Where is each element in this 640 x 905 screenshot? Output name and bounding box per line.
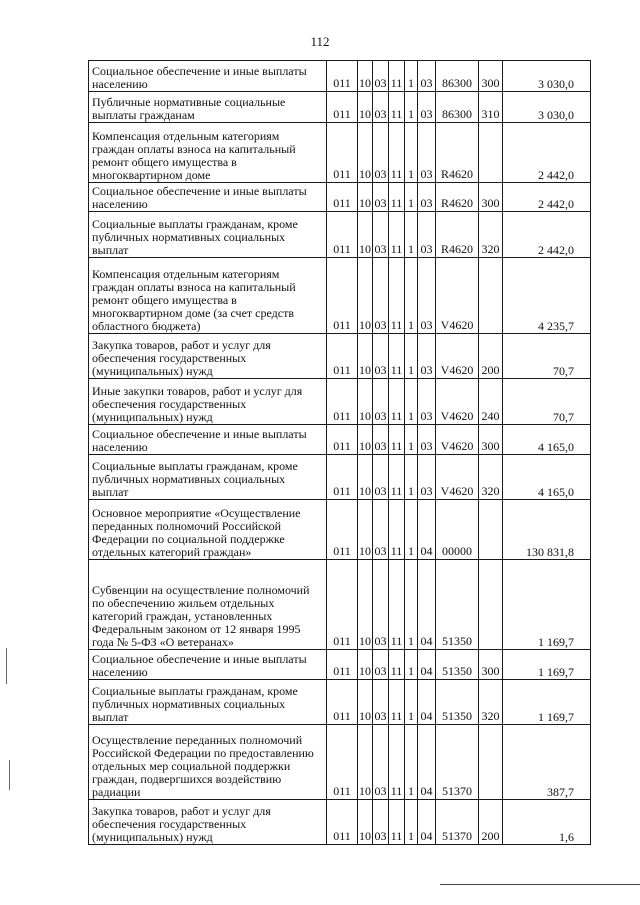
subsection-code: 03: [373, 379, 389, 425]
table-row: [89, 379, 591, 425]
section-code: 10: [358, 500, 373, 560]
program-code: 11: [389, 455, 405, 500]
subprogram-code: 1: [405, 725, 418, 800]
expense-type-code: [479, 123, 503, 183]
subsection-code: 03: [373, 425, 389, 455]
ministry-code: 011: [327, 500, 358, 560]
table-row: [89, 560, 591, 650]
subprogram-code: 1: [405, 334, 418, 379]
table-row: [89, 455, 591, 500]
row-name: Иные закупки товаров, работ и услуг для обеспечения государственных (муниципальных) нужд: [89, 379, 327, 425]
expense-type-code: [479, 500, 503, 560]
subsection-code: 03: [373, 455, 389, 500]
subprogram-code: 1: [405, 425, 418, 455]
event-code: 04: [418, 650, 436, 680]
program-code: 11: [389, 258, 405, 334]
row-amount: 1,6: [503, 800, 591, 845]
program-code: 11: [389, 725, 405, 800]
direction-code: 51350: [436, 680, 479, 725]
event-code: 04: [418, 800, 436, 845]
row-name: Субвенции на осуществление полномочий по обеспечению жильем отдельных категорий граждан, установленных Федеральным законом от 12 января 1995 года № 5-ФЗ «О ветеранах»: [89, 560, 327, 650]
expense-type-code: 300: [479, 425, 503, 455]
expense-type-code: 300: [479, 61, 503, 92]
ministry-code: 011: [327, 183, 358, 212]
expense-type-code: 320: [479, 680, 503, 725]
program-code: 11: [389, 425, 405, 455]
subsection-code: 03: [373, 61, 389, 92]
ministry-code: 011: [327, 680, 358, 725]
row-amount: 1 169,7: [503, 680, 591, 725]
event-code: 03: [418, 183, 436, 212]
section-code: 10: [358, 123, 373, 183]
page-number: 112: [310, 34, 330, 49]
direction-code: 51370: [436, 800, 479, 845]
table-row: [89, 334, 591, 379]
ministry-code: 011: [327, 650, 358, 680]
program-code: 11: [389, 560, 405, 650]
row-amount: 70,7: [503, 379, 591, 425]
ministry-code: 011: [327, 725, 358, 800]
section-code: 10: [358, 258, 373, 334]
subprogram-code: 1: [405, 212, 418, 258]
event-code: 03: [418, 425, 436, 455]
event-code: 04: [418, 560, 436, 650]
section-code: 10: [358, 725, 373, 800]
table-row: [89, 800, 591, 845]
row-name: Социальное обеспечение и иные выплаты населению: [89, 183, 327, 212]
ministry-code: 011: [327, 258, 358, 334]
direction-code: R4620: [436, 183, 479, 212]
subprogram-code: 1: [405, 680, 418, 725]
ministry-code: 011: [327, 123, 358, 183]
section-code: 10: [358, 212, 373, 258]
program-code: 11: [389, 800, 405, 845]
expense-type-code: 300: [479, 183, 503, 212]
direction-code: 51370: [436, 725, 479, 800]
row-amount: 2 442,0: [503, 123, 591, 183]
subprogram-code: 1: [405, 123, 418, 183]
section-code: 10: [358, 455, 373, 500]
table-row: [89, 212, 591, 258]
subsection-code: 03: [373, 92, 389, 123]
program-code: 11: [389, 92, 405, 123]
row-amount: 4 165,0: [503, 455, 591, 500]
row-name: Социальное обеспечение и иные выплаты населению: [89, 425, 327, 455]
section-code: 10: [358, 334, 373, 379]
direction-code: 86300: [436, 92, 479, 123]
event-code: 03: [418, 61, 436, 92]
section-code: 10: [358, 650, 373, 680]
direction-code: V4620: [436, 258, 479, 334]
row-name: Закупка товаров, работ и услуг для обеспечения государственных (муниципальных) нужд: [89, 800, 327, 845]
direction-code: V4620: [436, 334, 479, 379]
ministry-code: 011: [327, 212, 358, 258]
event-code: 03: [418, 334, 436, 379]
expense-type-code: 200: [479, 334, 503, 379]
subsection-code: 03: [373, 725, 389, 800]
event-code: 03: [418, 92, 436, 123]
bottom-rule: [440, 884, 640, 885]
direction-code: 86300: [436, 61, 479, 92]
row-amount: 3 030,0: [503, 92, 591, 123]
subsection-code: 03: [373, 650, 389, 680]
event-code: 03: [418, 379, 436, 425]
scan-edge-mark: [6, 648, 7, 684]
direction-code: 51350: [436, 650, 479, 680]
subprogram-code: 1: [405, 92, 418, 123]
section-code: 10: [358, 183, 373, 212]
expense-type-code: 200: [479, 800, 503, 845]
row-amount: 4 235,7: [503, 258, 591, 334]
row-amount: 2 442,0: [503, 212, 591, 258]
row-name: Основное мероприятие «Осуществление переданных полномочий Российской Федерации по социальной поддержке отдельных категорий граждан»: [89, 500, 327, 560]
row-name: Компенсация отдельным категориям граждан оплаты взноса на капитальный ремонт общего имущества в многоквартирном доме: [89, 123, 327, 183]
row-name: Осуществление переданных полномочий Российской Федерации по предоставлению отдельных мер социальной поддержки граждан, подвергшихся воздействию радиации: [89, 725, 327, 800]
table-row: [89, 680, 591, 725]
table-row: [89, 425, 591, 455]
row-amount: 1 169,7: [503, 650, 591, 680]
expense-type-code: [479, 725, 503, 800]
table-row: [89, 500, 591, 560]
subprogram-code: 1: [405, 500, 418, 560]
event-code: 03: [418, 212, 436, 258]
direction-code: V4620: [436, 455, 479, 500]
row-name: Закупка товаров, работ и услуг для обеспечения государственных (муниципальных) нужд: [89, 334, 327, 379]
ministry-code: 011: [327, 379, 358, 425]
program-code: 11: [389, 650, 405, 680]
expense-type-code: 300: [479, 650, 503, 680]
direction-code: 51350: [436, 560, 479, 650]
subsection-code: 03: [373, 800, 389, 845]
section-code: 10: [358, 560, 373, 650]
section-code: 10: [358, 379, 373, 425]
subprogram-code: 1: [405, 61, 418, 92]
subprogram-code: 1: [405, 650, 418, 680]
subsection-code: 03: [373, 212, 389, 258]
table-row: [89, 725, 591, 800]
subprogram-code: 1: [405, 560, 418, 650]
row-name: Социальные выплаты гражданам, кроме публичных нормативных социальных выплат: [89, 455, 327, 500]
subprogram-code: 1: [405, 800, 418, 845]
direction-code: V4620: [436, 425, 479, 455]
subsection-code: 03: [373, 680, 389, 725]
event-code: 04: [418, 680, 436, 725]
subprogram-code: 1: [405, 183, 418, 212]
direction-code: R4620: [436, 123, 479, 183]
direction-code: V4620: [436, 379, 479, 425]
expense-type-code: 320: [479, 455, 503, 500]
expense-type-code: 240: [479, 379, 503, 425]
subprogram-code: 1: [405, 258, 418, 334]
event-code: 04: [418, 725, 436, 800]
row-name: Социальные выплаты гражданам, кроме публичных нормативных социальных выплат: [89, 212, 327, 258]
program-code: 11: [389, 212, 405, 258]
ministry-code: 011: [327, 334, 358, 379]
ministry-code: 011: [327, 800, 358, 845]
row-amount: 1 169,7: [503, 560, 591, 650]
program-code: 11: [389, 334, 405, 379]
table-row: [89, 183, 591, 212]
budget-table: [88, 60, 591, 845]
expense-type-code: 310: [479, 92, 503, 123]
row-amount: 387,7: [503, 725, 591, 800]
expense-type-code: 320: [479, 212, 503, 258]
scan-edge-mark: [9, 760, 10, 790]
section-code: 10: [358, 61, 373, 92]
section-code: 10: [358, 800, 373, 845]
program-code: 11: [389, 123, 405, 183]
subsection-code: 03: [373, 500, 389, 560]
ministry-code: 011: [327, 560, 358, 650]
direction-code: R4620: [436, 212, 479, 258]
event-code: 04: [418, 500, 436, 560]
row-amount: 70,7: [503, 334, 591, 379]
row-amount: 2 442,0: [503, 183, 591, 212]
section-code: 10: [358, 425, 373, 455]
ministry-code: 011: [327, 425, 358, 455]
row-amount: 130 831,8: [503, 500, 591, 560]
program-code: 11: [389, 680, 405, 725]
subsection-code: 03: [373, 258, 389, 334]
program-code: 11: [389, 61, 405, 92]
row-name: Компенсация отдельным категориям граждан оплаты взноса на капитальный ремонт общего имущества в многоквартирном доме (за счет средств областного бюджета): [89, 258, 327, 334]
row-name: Социальные выплаты гражданам, кроме публичных нормативных социальных выплат: [89, 680, 327, 725]
row-amount: 3 030,0: [503, 61, 591, 92]
table-row: [89, 650, 591, 680]
subsection-code: 03: [373, 560, 389, 650]
subsection-code: 03: [373, 183, 389, 212]
table-row: [89, 61, 591, 92]
section-code: 10: [358, 680, 373, 725]
event-code: 03: [418, 123, 436, 183]
ministry-code: 011: [327, 92, 358, 123]
row-name: Публичные нормативные социальные выплаты гражданам: [89, 92, 327, 123]
row-name: Социальное обеспечение и иные выплаты населению: [89, 650, 327, 680]
program-code: 11: [389, 500, 405, 560]
program-code: 11: [389, 379, 405, 425]
expense-type-code: [479, 560, 503, 650]
expense-type-code: [479, 258, 503, 334]
ministry-code: 011: [327, 61, 358, 92]
ministry-code: 011: [327, 455, 358, 500]
subsection-code: 03: [373, 123, 389, 183]
row-name: Социальное обеспечение и иные выплаты населению: [89, 61, 327, 92]
table-row: [89, 258, 591, 334]
event-code: 03: [418, 258, 436, 334]
table-body: [89, 61, 591, 845]
program-code: 11: [389, 183, 405, 212]
subprogram-code: 1: [405, 455, 418, 500]
table-row: [89, 123, 591, 183]
row-amount: 4 165,0: [503, 425, 591, 455]
table-row: [89, 92, 591, 123]
event-code: 03: [418, 455, 436, 500]
direction-code: 00000: [436, 500, 479, 560]
section-code: 10: [358, 92, 373, 123]
subprogram-code: 1: [405, 379, 418, 425]
subsection-code: 03: [373, 334, 389, 379]
